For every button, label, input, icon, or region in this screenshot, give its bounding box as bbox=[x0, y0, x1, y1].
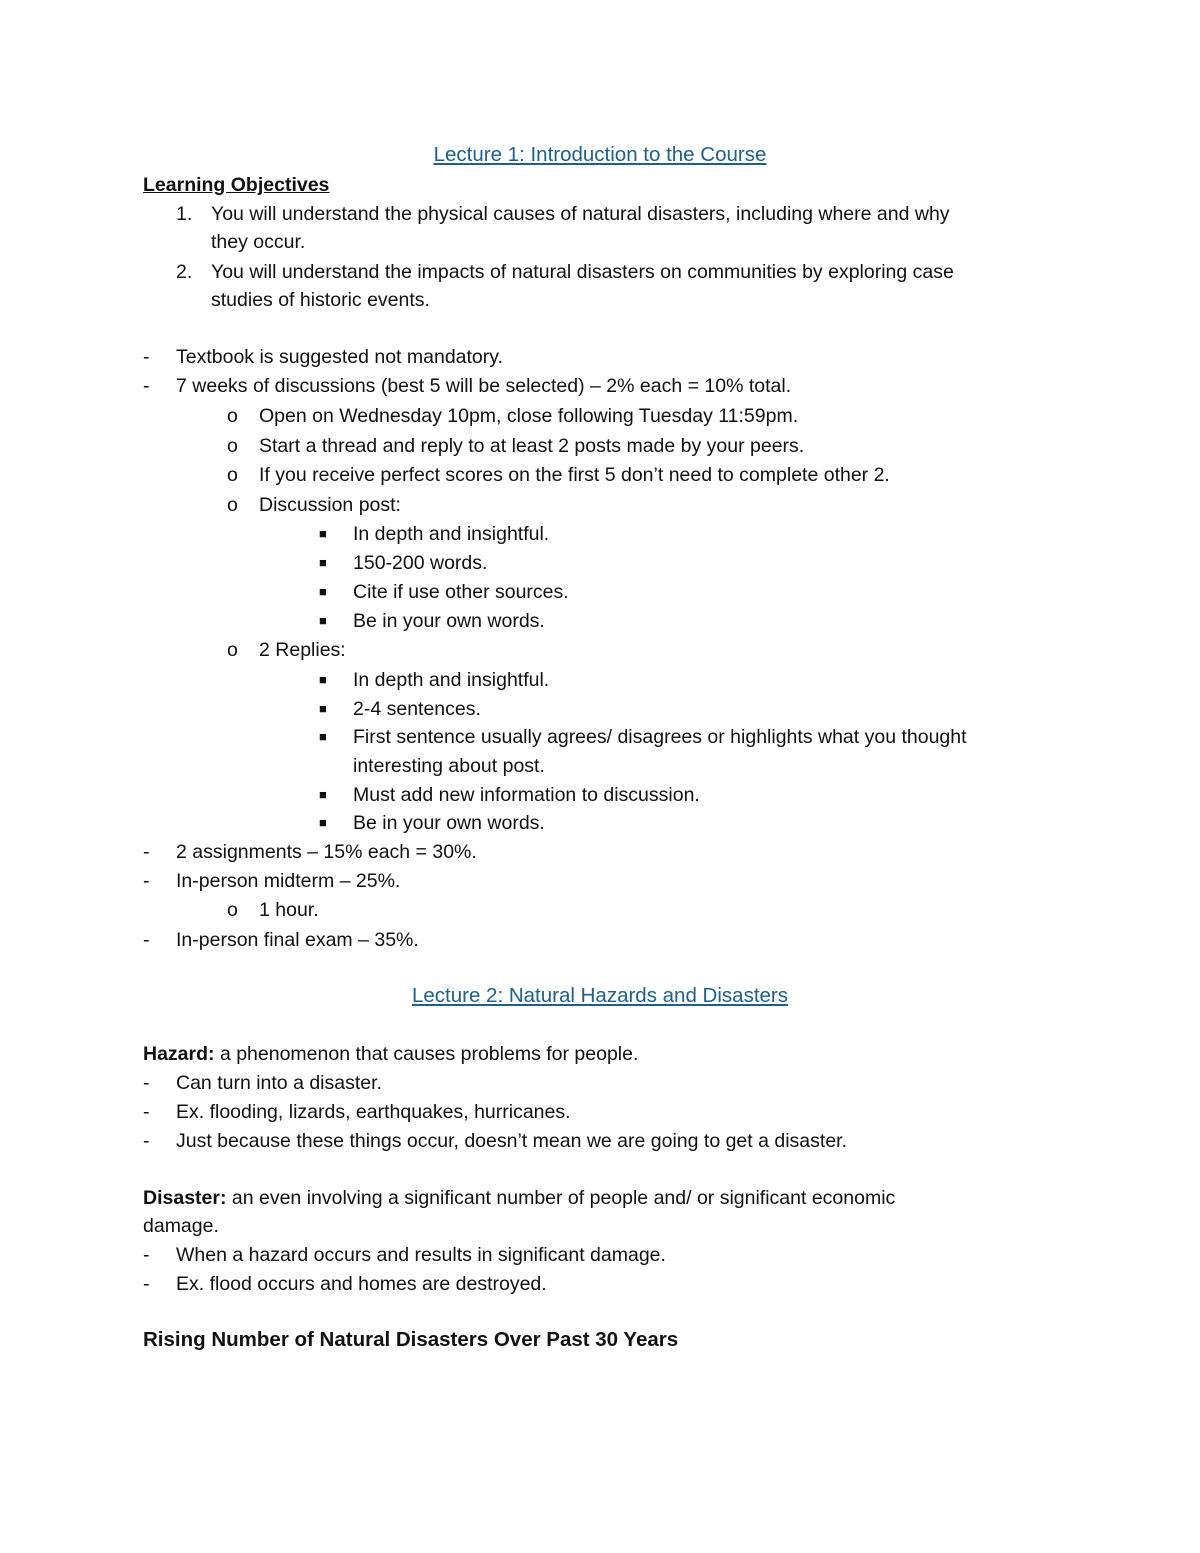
disaster-definition-text: an even involving a significant number of people and/ or significant economic bbox=[226, 1187, 896, 1209]
disaster-term: Disaster: bbox=[143, 1187, 227, 1209]
dash-bullet: - bbox=[143, 870, 150, 892]
circle-bullet: o bbox=[227, 435, 238, 457]
dash-bullet: - bbox=[143, 1072, 150, 1094]
circle-bullet: o bbox=[227, 464, 238, 486]
list-item: First sentence usually agrees/ disagrees or highlights what you thought bbox=[353, 726, 967, 748]
list-item: Cite if use other sources. bbox=[353, 581, 569, 603]
section-heading: Rising Number of Natural Disasters Over Past 30 Years bbox=[143, 1328, 679, 1351]
list-item: Just because these things occur, doesn’t mean we are going to get a disaster. bbox=[176, 1130, 847, 1152]
dash-bullet: - bbox=[143, 346, 150, 368]
square-bullet: ■ bbox=[319, 815, 327, 830]
list-item: In depth and insightful. bbox=[353, 669, 550, 691]
list-item: 2 assignments – 15% each = 30%. bbox=[176, 841, 477, 863]
dash-bullet: - bbox=[143, 1273, 150, 1295]
square-bullet: ■ bbox=[319, 701, 327, 716]
dash-bullet: - bbox=[143, 375, 150, 397]
list-item: Start a thread and reply to at least 2 posts made by your peers. bbox=[259, 435, 805, 457]
circle-bullet: o bbox=[227, 639, 238, 661]
list-item: Be in your own words. bbox=[353, 610, 545, 632]
objective-number: 2. bbox=[176, 261, 193, 283]
list-item: In depth and insightful. bbox=[353, 523, 550, 545]
square-bullet: ■ bbox=[319, 672, 327, 687]
list-item: Ex. flooding, lizards, earthquakes, hurricanes. bbox=[176, 1101, 571, 1123]
objective-number: 1. bbox=[176, 203, 193, 225]
square-bullet: ■ bbox=[319, 526, 327, 541]
objective-text: You will understand the impacts of natural disasters on communities by exploring case bbox=[211, 261, 954, 283]
list-item: 2 Replies: bbox=[259, 639, 346, 661]
circle-bullet: o bbox=[227, 405, 238, 427]
circle-bullet: o bbox=[227, 494, 238, 516]
objective-text: studies of historic events. bbox=[211, 289, 430, 311]
list-item: In-person midterm – 25%. bbox=[176, 870, 401, 892]
dash-bullet: - bbox=[143, 1130, 150, 1152]
circle-bullet: o bbox=[227, 899, 238, 921]
list-item: 150-200 words. bbox=[353, 552, 488, 574]
list-item: 1 hour. bbox=[259, 899, 319, 921]
list-item: Textbook is suggested not mandatory. bbox=[176, 346, 503, 368]
disaster-definition-continued: damage. bbox=[143, 1215, 219, 1237]
list-item: Open on Wednesday 10pm, close following Tuesday 11:59pm. bbox=[259, 405, 799, 427]
square-bullet: ■ bbox=[319, 584, 327, 599]
hazard-term: Hazard: bbox=[143, 1043, 215, 1065]
list-item: Must add new information to discussion. bbox=[353, 784, 700, 806]
square-bullet: ■ bbox=[319, 787, 327, 802]
dash-bullet: - bbox=[143, 1101, 150, 1123]
list-item-continued: interesting about post. bbox=[353, 755, 545, 777]
list-item: Be in your own words. bbox=[353, 812, 545, 834]
list-item: In-person final exam – 35%. bbox=[176, 929, 419, 951]
list-item: When a hazard occurs and results in significant damage. bbox=[176, 1244, 666, 1266]
list-item: Discussion post: bbox=[259, 494, 401, 516]
hazard-definition bbox=[143, 1042, 638, 1066]
dash-bullet: - bbox=[143, 1244, 150, 1266]
lecture-2-title: Lecture 2: Natural Hazards and Disasters bbox=[411, 984, 788, 1007]
objective-text: You will understand the physical causes of natural disasters, including where and why bbox=[211, 203, 950, 225]
hazard-definition-text: a phenomenon that causes problems for people. bbox=[214, 1043, 639, 1065]
objective-text: they occur. bbox=[211, 231, 306, 253]
square-bullet: ■ bbox=[319, 555, 327, 570]
lecture-1-title: Lecture 1: Introduction to the Course bbox=[433, 143, 767, 166]
square-bullet: ■ bbox=[319, 729, 327, 744]
list-item: Can turn into a disaster. bbox=[176, 1072, 382, 1094]
disaster-definition bbox=[143, 1186, 895, 1210]
list-item: 7 weeks of discussions (best 5 will be selected) – 2% each = 10% total. bbox=[176, 375, 792, 397]
square-bullet: ■ bbox=[319, 613, 327, 628]
dash-bullet: - bbox=[143, 841, 150, 863]
dash-bullet: - bbox=[143, 929, 150, 951]
list-item: If you receive perfect scores on the first 5 don’t need to complete other 2. bbox=[259, 464, 890, 486]
learning-objectives-heading: Learning Objectives bbox=[143, 174, 330, 196]
list-item: 2-4 sentences. bbox=[353, 698, 481, 720]
list-item: Ex. flood occurs and homes are destroyed. bbox=[176, 1273, 547, 1295]
